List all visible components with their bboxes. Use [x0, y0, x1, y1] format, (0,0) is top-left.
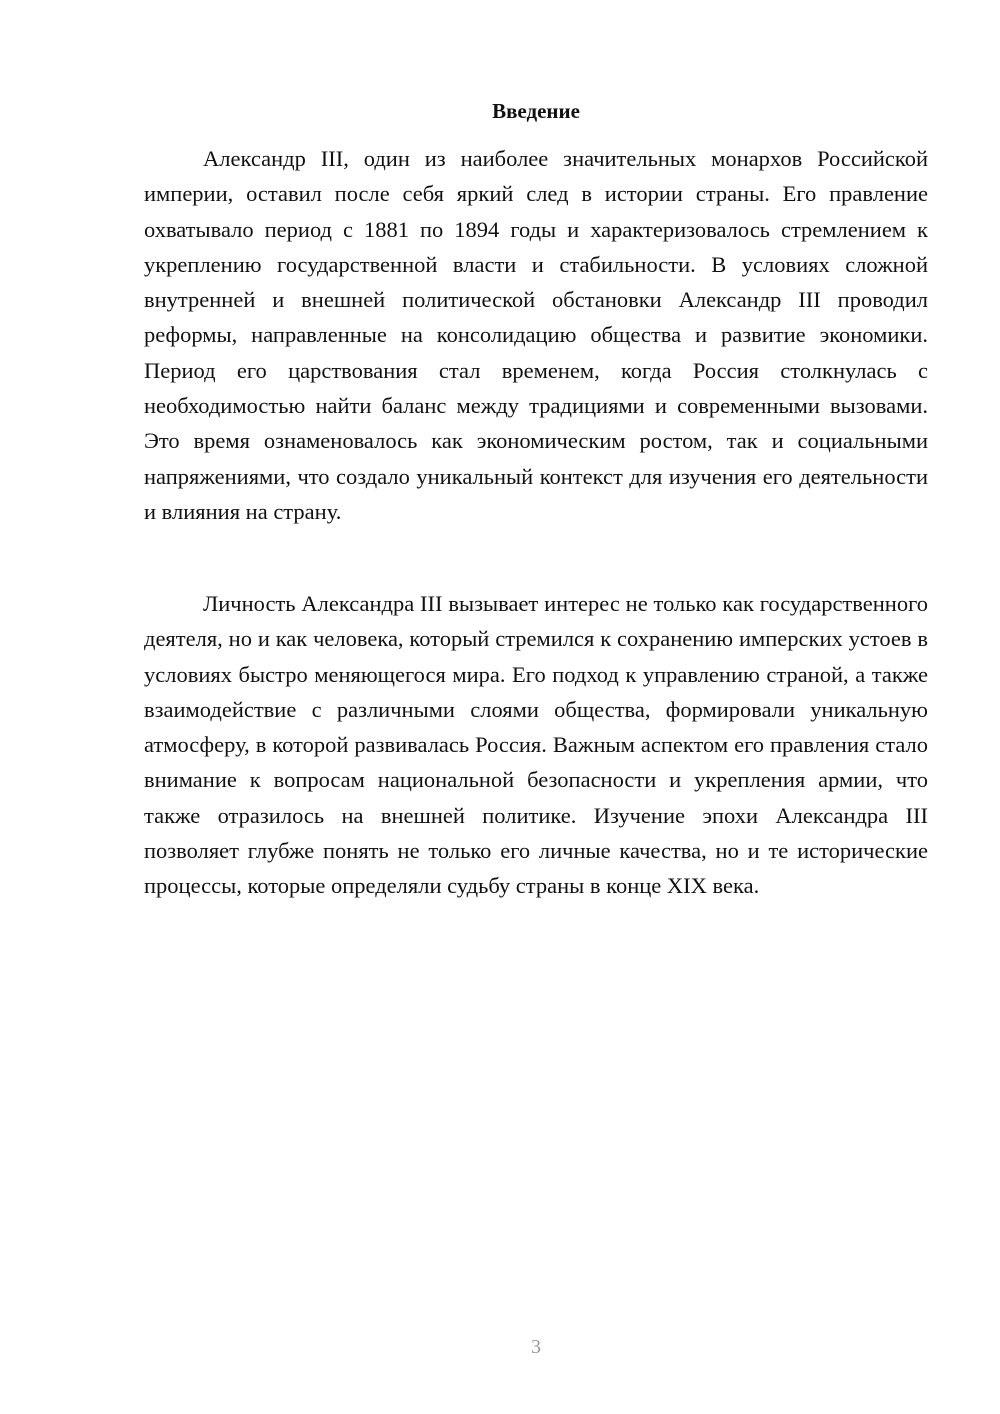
section-heading: Введение: [492, 99, 580, 123]
body-text-block-1: [144, 141, 928, 529]
page-number: 3: [531, 1336, 541, 1358]
paragraph: Личность Александра III вызывает интерес не только как государственного деятеля, но и как человека, который стремился к сохранению имперских устоев в условиях быстро меняющегося мира. Его подход к управлению страной, а также взаимодействие с различными слоями общества, формировали уникальную атмосферу, в которой развивалась Россия. Важным аспектом его правления стало внимание к вопросам национальной безопасности и укрепления армии, что также отразилось на внешней политике. Изучение эпохи Александра III позволяет глубже понять не только его личные качества, но и те исторические процессы, которые определяли судьбу страны в конце XIX века.: [144, 591, 928, 899]
paragraph: Александр III, один из наиболее значительных монархов Российской империи, оставил после себя яркий след в истории страны. Его правление охватывало период с 1881 по 1894 годы и характеризовалось стремлением к укреплению государственной власти и стабильности. В условиях сложной внутренней и внешней политической обстановки Александр III проводил реформы, направленные на консолидацию общества и развитие экономики. Период его царствования стал временем, когда Россия столкнулась с необходимостью найти баланс между традициями и современными вызовами. Это время ознаменовалось как экономическим ростом, так и социальными напряжениями, что создало уникальный контекст для изучения его деятельности и влияния на страну.: [144, 146, 928, 524]
body-text-block-2: [144, 586, 928, 904]
